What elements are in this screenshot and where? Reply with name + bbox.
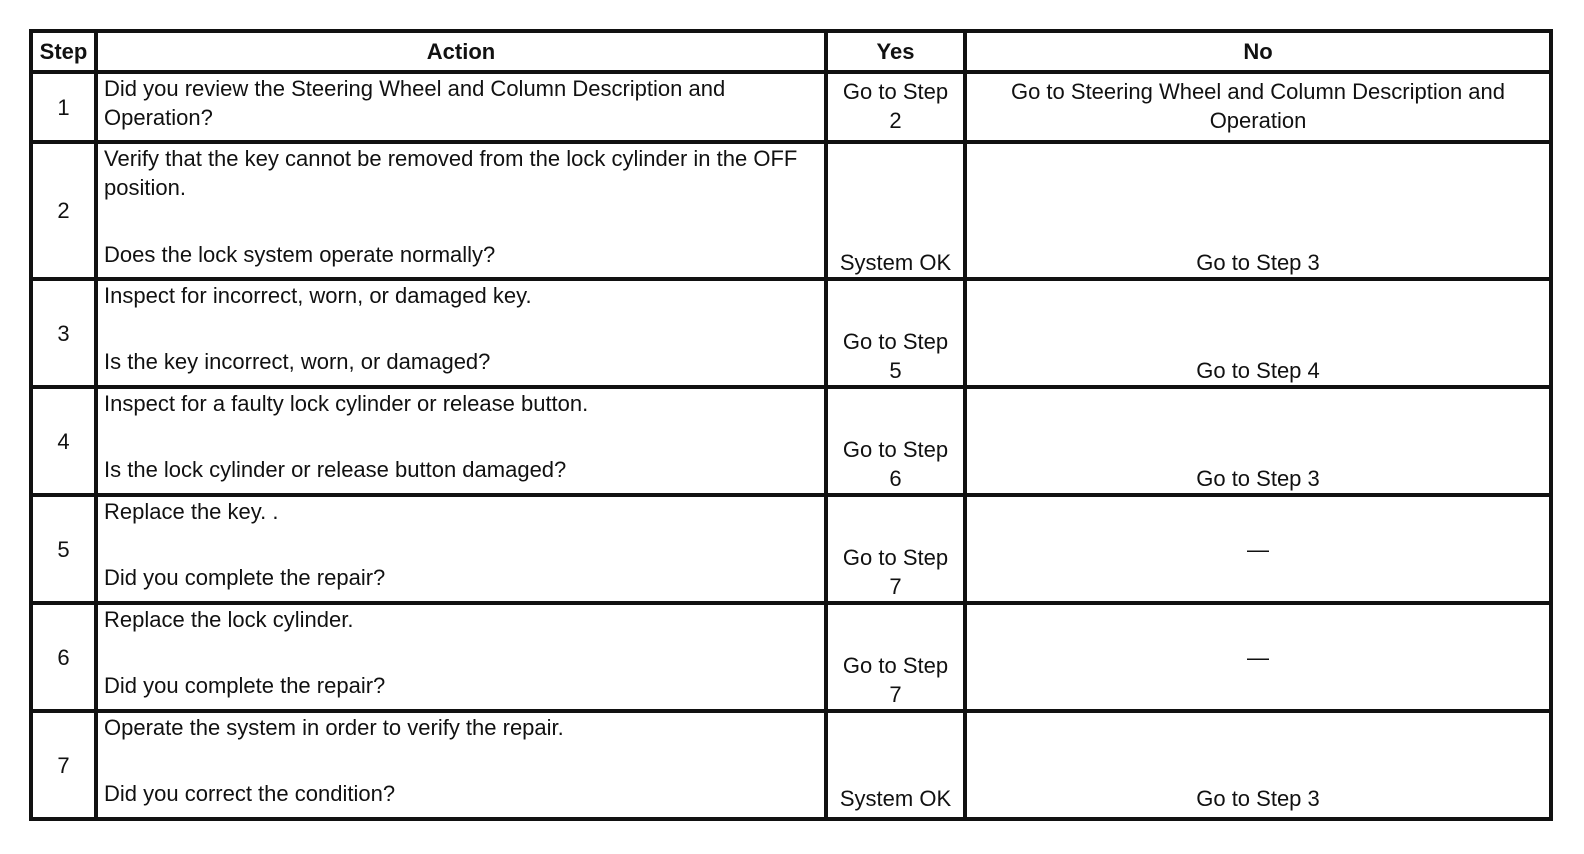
action-question: Is the key incorrect, worn, or damaged? (104, 349, 491, 374)
action-question: Is the lock cylinder or release button damaged? (104, 457, 567, 482)
yes-result: Go to Step 2 (826, 72, 965, 142)
action-text: Inspect for incorrect, worn, or damaged key. (104, 283, 532, 308)
step-number: 5 (31, 495, 96, 603)
step-number: 7 (31, 711, 96, 819)
no-result: — (965, 495, 1551, 603)
table-row (31, 387, 1551, 495)
action-cell (96, 142, 826, 279)
action-text: Replace the lock cylinder. (104, 607, 354, 632)
table-header-row (31, 31, 1551, 72)
action-cell (96, 711, 826, 819)
table-row (31, 603, 1551, 711)
action-text: Did you review the Steering Wheel and Column Description and Operation? (104, 76, 726, 130)
no-result: Go to Step 4 (965, 279, 1551, 387)
no-result: — (965, 603, 1551, 711)
action-cell (96, 279, 826, 387)
action-question: Did you complete the repair? (104, 673, 386, 698)
yes-result: Go to Step 5 (826, 279, 965, 387)
table-row (31, 711, 1551, 819)
no-result: Go to Step 3 (965, 142, 1551, 279)
yes-result: System OK (826, 711, 965, 819)
diagnostic-table (29, 29, 1553, 821)
action-cell (96, 387, 826, 495)
action-question: Does the lock system operate normally? (104, 242, 496, 267)
header-yes: Yes (826, 31, 965, 72)
action-text: Replace the key. . (104, 499, 279, 524)
action-text: Inspect for a faulty lock cylinder or release button. (104, 391, 589, 416)
yes-result: Go to Step 6 (826, 387, 965, 495)
yes-result: Go to Step 7 (826, 603, 965, 711)
action-text: Verify that the key cannot be removed from the lock cylinder in the OFF position. (104, 146, 798, 200)
step-number: 2 (31, 142, 96, 279)
step-number: 3 (31, 279, 96, 387)
no-result: Go to Steering Wheel and Column Description and Operation (965, 72, 1551, 142)
action-cell (96, 603, 826, 711)
action-text: Operate the system in order to verify the repair. (104, 715, 564, 740)
action-cell (96, 495, 826, 603)
step-number: 4 (31, 387, 96, 495)
yes-result: System OK (826, 142, 965, 279)
table-row (31, 72, 1551, 142)
action-question: Did you correct the condition? (104, 781, 396, 806)
no-result: Go to Step 3 (965, 387, 1551, 495)
table-row (31, 495, 1551, 603)
step-number: 1 (31, 72, 96, 142)
header-step: Step (31, 31, 96, 72)
action-question: Did you complete the repair? (104, 565, 386, 590)
table-row (31, 142, 1551, 279)
yes-result: Go to Step 7 (826, 495, 965, 603)
table-row (31, 279, 1551, 387)
action-cell (96, 72, 826, 142)
header-action: Action (96, 31, 826, 72)
header-no: No (965, 31, 1551, 72)
step-number: 6 (31, 603, 96, 711)
no-result: Go to Step 3 (965, 711, 1551, 819)
